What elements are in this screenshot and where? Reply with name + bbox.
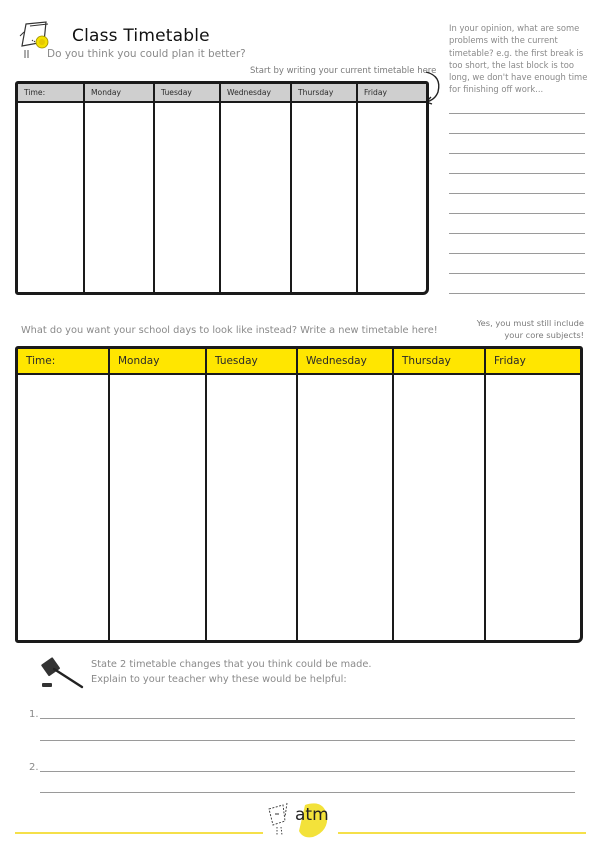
column-header: Wednesday	[221, 84, 290, 103]
timetable-cell[interactable]	[18, 103, 83, 292]
column-header: Tuesday	[207, 349, 296, 375]
changes-instructions	[91, 657, 372, 687]
change-1-line-2[interactable]	[40, 740, 575, 741]
column-header: Tuesday	[155, 84, 219, 103]
column-tuesday	[207, 349, 298, 640]
problems-question: In your opinion, what are some problems with the current timetable? e.g. the first break is too short, the last block is too long, we don't have enough time for finishing off work...	[449, 23, 588, 95]
change-2-line-1[interactable]	[40, 771, 575, 772]
column-header: Thursday	[292, 84, 356, 103]
timetable-cell[interactable]	[394, 375, 484, 640]
column-thursday	[292, 84, 358, 292]
current-timetable-hint: Start by writing your current timetable here	[250, 66, 437, 76]
column-header: Time:	[18, 84, 83, 103]
change-2-label: 2.	[29, 762, 39, 773]
footer-divider-left	[15, 832, 263, 834]
core-subjects-hint: Yes, you must still include your core subjects!	[476, 318, 584, 340]
timetable-cell[interactable]	[298, 375, 392, 640]
changes-line-1: State 2 timetable changes that you think could be made.	[91, 659, 372, 670]
answer-line[interactable]	[449, 253, 585, 254]
timetable-cell[interactable]	[221, 103, 290, 292]
answer-line[interactable]	[449, 193, 585, 194]
answer-line[interactable]	[449, 293, 585, 294]
problems-answer-area[interactable]	[449, 113, 585, 313]
column-header: Time:	[18, 349, 108, 375]
column-header: Monday	[110, 349, 205, 375]
timetable-cell[interactable]	[155, 103, 219, 292]
answer-line[interactable]	[449, 213, 585, 214]
current-timetable	[15, 81, 429, 295]
footer-divider-right	[338, 832, 586, 834]
answer-line[interactable]	[449, 273, 585, 274]
page-title: Class Timetable	[72, 26, 210, 46]
timetable-cell[interactable]	[110, 375, 205, 640]
answer-line[interactable]	[449, 173, 585, 174]
answer-line[interactable]	[449, 233, 585, 234]
column-wednesday	[298, 349, 394, 640]
answer-line[interactable]	[449, 133, 585, 134]
gavel-icon	[36, 655, 86, 691]
timetable-cell[interactable]	[358, 103, 426, 292]
answer-line[interactable]	[449, 113, 585, 114]
timetable-cell[interactable]	[18, 375, 108, 640]
atm-logo	[265, 797, 340, 842]
column-header: Friday	[358, 84, 426, 103]
atm-logo-text: atm	[295, 805, 329, 825]
page-subtitle: Do you think you could plan it better?	[47, 48, 246, 60]
column-header: Monday	[85, 84, 153, 103]
column-friday	[358, 84, 426, 292]
new-timetable-prompt: What do you want your school days to look like instead? Write a new timetable here!	[21, 325, 438, 336]
timetable-cell[interactable]	[207, 375, 296, 640]
column-wednesday	[221, 84, 292, 292]
column-time	[18, 84, 85, 292]
column-monday	[110, 349, 207, 640]
column-time	[18, 349, 110, 640]
column-header: Friday	[486, 349, 580, 375]
column-tuesday	[155, 84, 221, 292]
timetable-cell[interactable]	[292, 103, 356, 292]
change-1-label: 1.	[29, 709, 39, 720]
timetable-cell[interactable]	[486, 375, 580, 640]
new-timetable	[15, 346, 583, 643]
column-header: Wednesday	[298, 349, 392, 375]
column-header: Thursday	[394, 349, 484, 375]
changes-line-2: Explain to your teacher why these would be helpful:	[91, 674, 347, 685]
column-monday	[85, 84, 155, 292]
timetable-cell[interactable]	[85, 103, 153, 292]
answer-line[interactable]	[449, 153, 585, 154]
change-1-line-1[interactable]	[40, 718, 575, 719]
change-2-line-2[interactable]	[40, 792, 575, 793]
column-thursday	[394, 349, 486, 640]
column-friday	[486, 349, 580, 640]
